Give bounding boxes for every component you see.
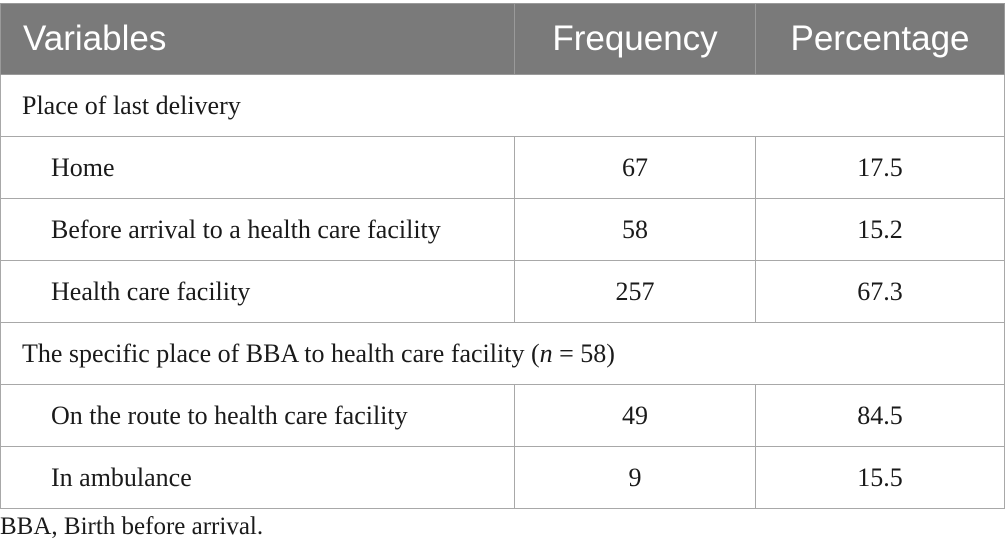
table-footnote: BBA, Birth before arrival. [0,513,264,540]
data-table [0,3,1005,509]
row-label: Health care facility [1,261,515,323]
section-title-n: n [539,338,553,368]
section-row [1,323,1005,385]
table-body [1,75,1005,509]
row-percentage: 84.5 [756,385,1005,447]
table-row [1,447,1005,509]
row-frequency: 257 [515,261,756,323]
row-label: Home [1,137,515,199]
row-percentage: 67.3 [756,261,1005,323]
row-frequency: 49 [515,385,756,447]
table-row [1,261,1005,323]
row-label: Before arrival to a health care facility [1,199,515,261]
data-table-container [0,3,1004,509]
header-frequency: Frequency [515,4,756,75]
row-frequency: 9 [515,447,756,509]
table-row [1,137,1005,199]
section-title-suffix: = 58) [552,338,615,368]
table-row [1,385,1005,447]
section-title-bba-place [1,323,1005,385]
header-percentage: Percentage [756,4,1005,75]
row-percentage: 17.5 [756,137,1005,199]
row-label: On the route to health care facility [1,385,515,447]
row-frequency: 58 [515,199,756,261]
section-title-prefix: The specific place of BBA to health care facility ( [22,338,540,368]
header-row [1,4,1005,75]
table-header [1,4,1005,75]
header-variables: Variables [1,4,515,75]
row-label: In ambulance [1,447,515,509]
section-row [1,75,1005,137]
row-percentage: 15.2 [756,199,1005,261]
row-percentage: 15.5 [756,447,1005,509]
table-row [1,199,1005,261]
section-title-place-of-delivery: Place of last delivery [1,75,1005,137]
row-frequency: 67 [515,137,756,199]
